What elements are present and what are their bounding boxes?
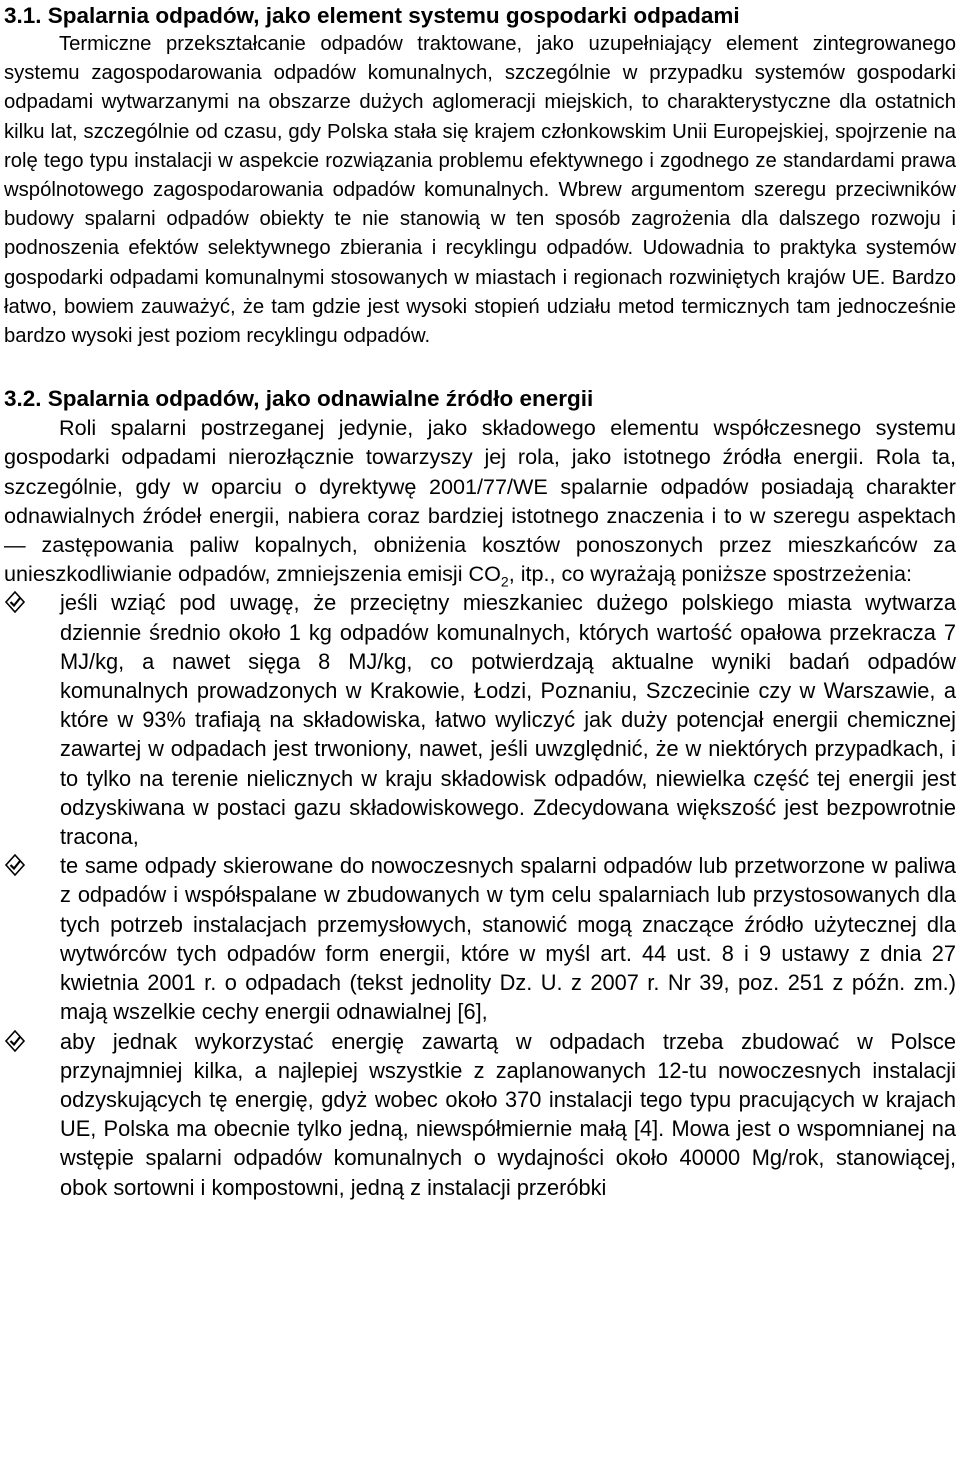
- list-item: [4, 588, 956, 851]
- list-item-text: aby jednak wykorzystać energię zawartą w odpadach trzeba zbudować w Polsce przynajmniej kilka, a najlepiej wszystkie z zaplanowanych 12-tu nowoczesnych instalacji odzyskujących tę energię, gdyż wobec około 370 instalacji tego typu pracujących w krajach UE, Polska ma obecnie tylko jedną, niewspółmiernie małą [4]. Mowa jest o wspomnianej na wstępie spalarni odpadów komunalnych o wydajności około 40000 Mg/rok, stanowiącej, obok sortowni i kompostowni, jedną z instalacji przeróbki: [60, 1028, 956, 1200]
- section-1-paragraph: Termiczne przekształcanie odpadów traktowane, jako uzupełniający element zintegrowanego systemu zagospodarowania odpadów komunalnych, szczególnie w przypadku systemów gospodarki odpadami wytwarzanymi na obszarze dużych aglomeracji miejskich, to charakterystyczne dla ostatnich kilku lat, szczególnie od czasu, gdy Polska stała się krajem członkowskim Unii Europejskiej, spojrzenie na rolę tego typu instalacji w aspekcie rozwiązania problemu efektywnego i zgodnego ze standardami prawa wspólnotowego zagospodarowania odpadów komunalnych. Wbrew argumentom szeregu przeciwników budowy spalarni odpadów obiekty te nie stanowią w ten sposób zagrożenia dla dalszego rozwoju i podnoszenia efektów selektywnego zbierania i recyklingu odpadów. Udowadnia to praktyka systemów gospodarki odpadami komunalnymi stosowanych w miastach i regionach rozwiniętych krajów UE. Bardzo łatwo, bowiem zauważyć, że tam gdzie jest wysoki stopień udziału metod termicznych tam jednocześnie bardzo wysoki jest poziom recyklingu odpadów.: [4, 33, 956, 348]
- section-1-heading: 3.1. Spalarnia odpadów, jako element systemu gospodarki odpadami: [4, 3, 740, 28]
- list-item-text: jeśli wziąć pod uwagę, że przeciętny mieszkaniec dużego polskiego miasta wytwarza dziennie średnio około 1 kg odpadów komunalnych, których wartość opałowa przekracza 7 MJ/kg, a nawet sięga 8 MJ/kg, co potwierdzają aktualne wyniki badań odpadów komunalnych prowadzonych w Krakowie, Łodzi, Poznaniu, Szczecinie czy w Warszawie, a które w 93% trafiają na składowiska, łatwo wyliczyć jak duży potencjał energii chemicznej zawartej w odpadach jest trwoniony, nawet, jeśli uwzględnić, że w niektórych przypadkach, i to tylko na terenie nielicznych w kraju składowisk odpadów, niewielka część tej energii jest odzyskiwana w postaci gazu składowiskowego. Zdecydowana większość jest bezpowrotnie tracona,: [60, 590, 956, 850]
- section-2-heading: 3.2. Spalarnia odpadów, jako odnawialne źródło energii: [4, 386, 594, 412]
- list-item-text: te same odpady skierowane do nowoczesnych spalarni odpadów lub przetworzone w paliwa z odpadów i współspalane w zbudowanych w tym celu spalarniach lub przystosowanych dla tych potrzeb instalacjach przemysłowych, stanowić mogą znaczące źródło użytecznej dla wytwórców tych odpadów form energii, które w myśl art. 44 ust. 8 i 9 ustawy z dnia 27 kwietnia 2001 r. o odpadach (tekst jednolity Dz. U. z 2007 r. Nr 39, poz. 251 z późn. zm.) mają wszelkie cechy energii odnawialnej [6],: [60, 853, 956, 1025]
- diamond-check-icon: [4, 854, 26, 876]
- section-2-paragraph-tail: , itp., co wyrażają poniższe spostrzeżenia:: [508, 561, 912, 587]
- diamond-check-icon: [4, 591, 26, 613]
- list-item: [4, 1027, 956, 1202]
- list-item: [4, 851, 956, 1026]
- observations-list: [4, 588, 956, 1201]
- section-2-paragraph-text: Roli spalarni postrzeganej jedynie, jako składowego elementu współczesnego systemu gospodarki odpadami nierozłącznie towarzyszy jej rola, jako istotnego źródła energii. Rola ta, szczególnie, gdy w oparciu o dyrektywę 2001/77/WE spalarnie odpadów posiadają charakter odnawialnych źródeł energii, nabiera coraz bardziej istotnego znaczenia i to w szeregu aspektach — zastępowania paliw kopalnych, obniżenia kosztów ponoszonych przez mieszkańców za unieszkodliwianie odpadów, zmniejszenia emisji CO: [4, 415, 956, 587]
- diamond-check-icon: [4, 1030, 26, 1052]
- co2-subscript: 2: [500, 573, 509, 590]
- section-2-paragraph: [4, 413, 956, 588]
